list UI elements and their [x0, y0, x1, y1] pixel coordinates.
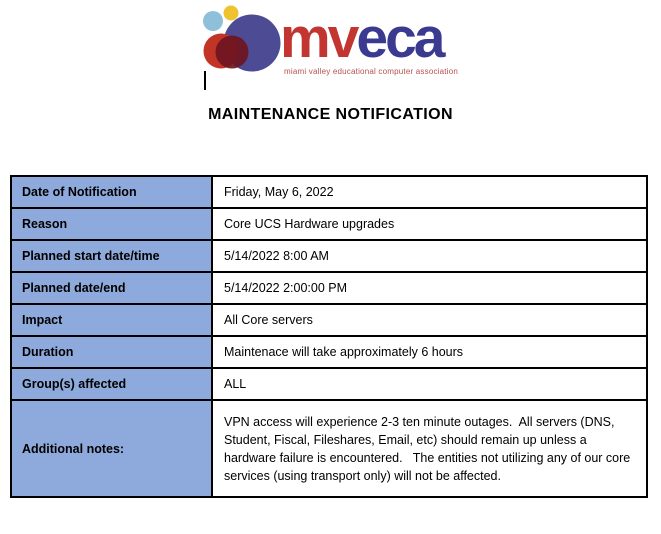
text-cursor: [204, 71, 206, 90]
row-label: Planned start date/time: [11, 240, 212, 272]
table-row: [11, 208, 647, 240]
row-value: ALL: [212, 368, 647, 400]
logo-tagline: miami valley educational computer association: [284, 67, 458, 76]
table-row: [11, 304, 647, 336]
row-value: Core UCS Hardware upgrades: [212, 208, 647, 240]
wordmark-mv: mv: [280, 6, 357, 70]
page-title: MAINTENANCE NOTIFICATION: [208, 106, 453, 123]
row-value: Friday, May 6, 2022: [212, 176, 647, 208]
mveca-wordmark: [280, 6, 458, 76]
row-label: Planned date/end: [11, 272, 212, 304]
row-label: Impact: [11, 304, 212, 336]
row-value: All Core servers: [212, 304, 647, 336]
row-label: Date of Notification: [11, 176, 212, 208]
row-label: Group(s) affected: [11, 368, 212, 400]
row-value: 5/14/2022 8:00 AM: [212, 240, 647, 272]
table-row: [11, 176, 647, 208]
maintenance-table: [10, 175, 648, 498]
row-label: Reason: [11, 208, 212, 240]
mveca-logo: [188, 2, 473, 88]
row-label: Duration: [11, 336, 212, 368]
table-row: [11, 272, 647, 304]
mveca-logo-circles-icon: [188, 2, 283, 88]
row-label: Additional notes:: [11, 400, 212, 497]
wordmark-eca: eca: [356, 6, 443, 70]
row-value: 5/14/2022 2:00:00 PM: [212, 272, 647, 304]
table-row: [11, 336, 647, 368]
table-row: [11, 240, 647, 272]
table-row: [11, 368, 647, 400]
table-row: [11, 400, 647, 497]
row-value: VPN access will experience 2-3 ten minute outages. All servers (DNS, Student, Fiscal, Fileshares, Email, etc) should remain up unless a hardware failure is encountered. The entities not utilizing any of our core services (using transport only) will not be affected.: [212, 400, 647, 497]
row-value: Maintenace will take approximately 6 hours: [212, 336, 647, 368]
maintenance-table-body: [11, 176, 647, 497]
